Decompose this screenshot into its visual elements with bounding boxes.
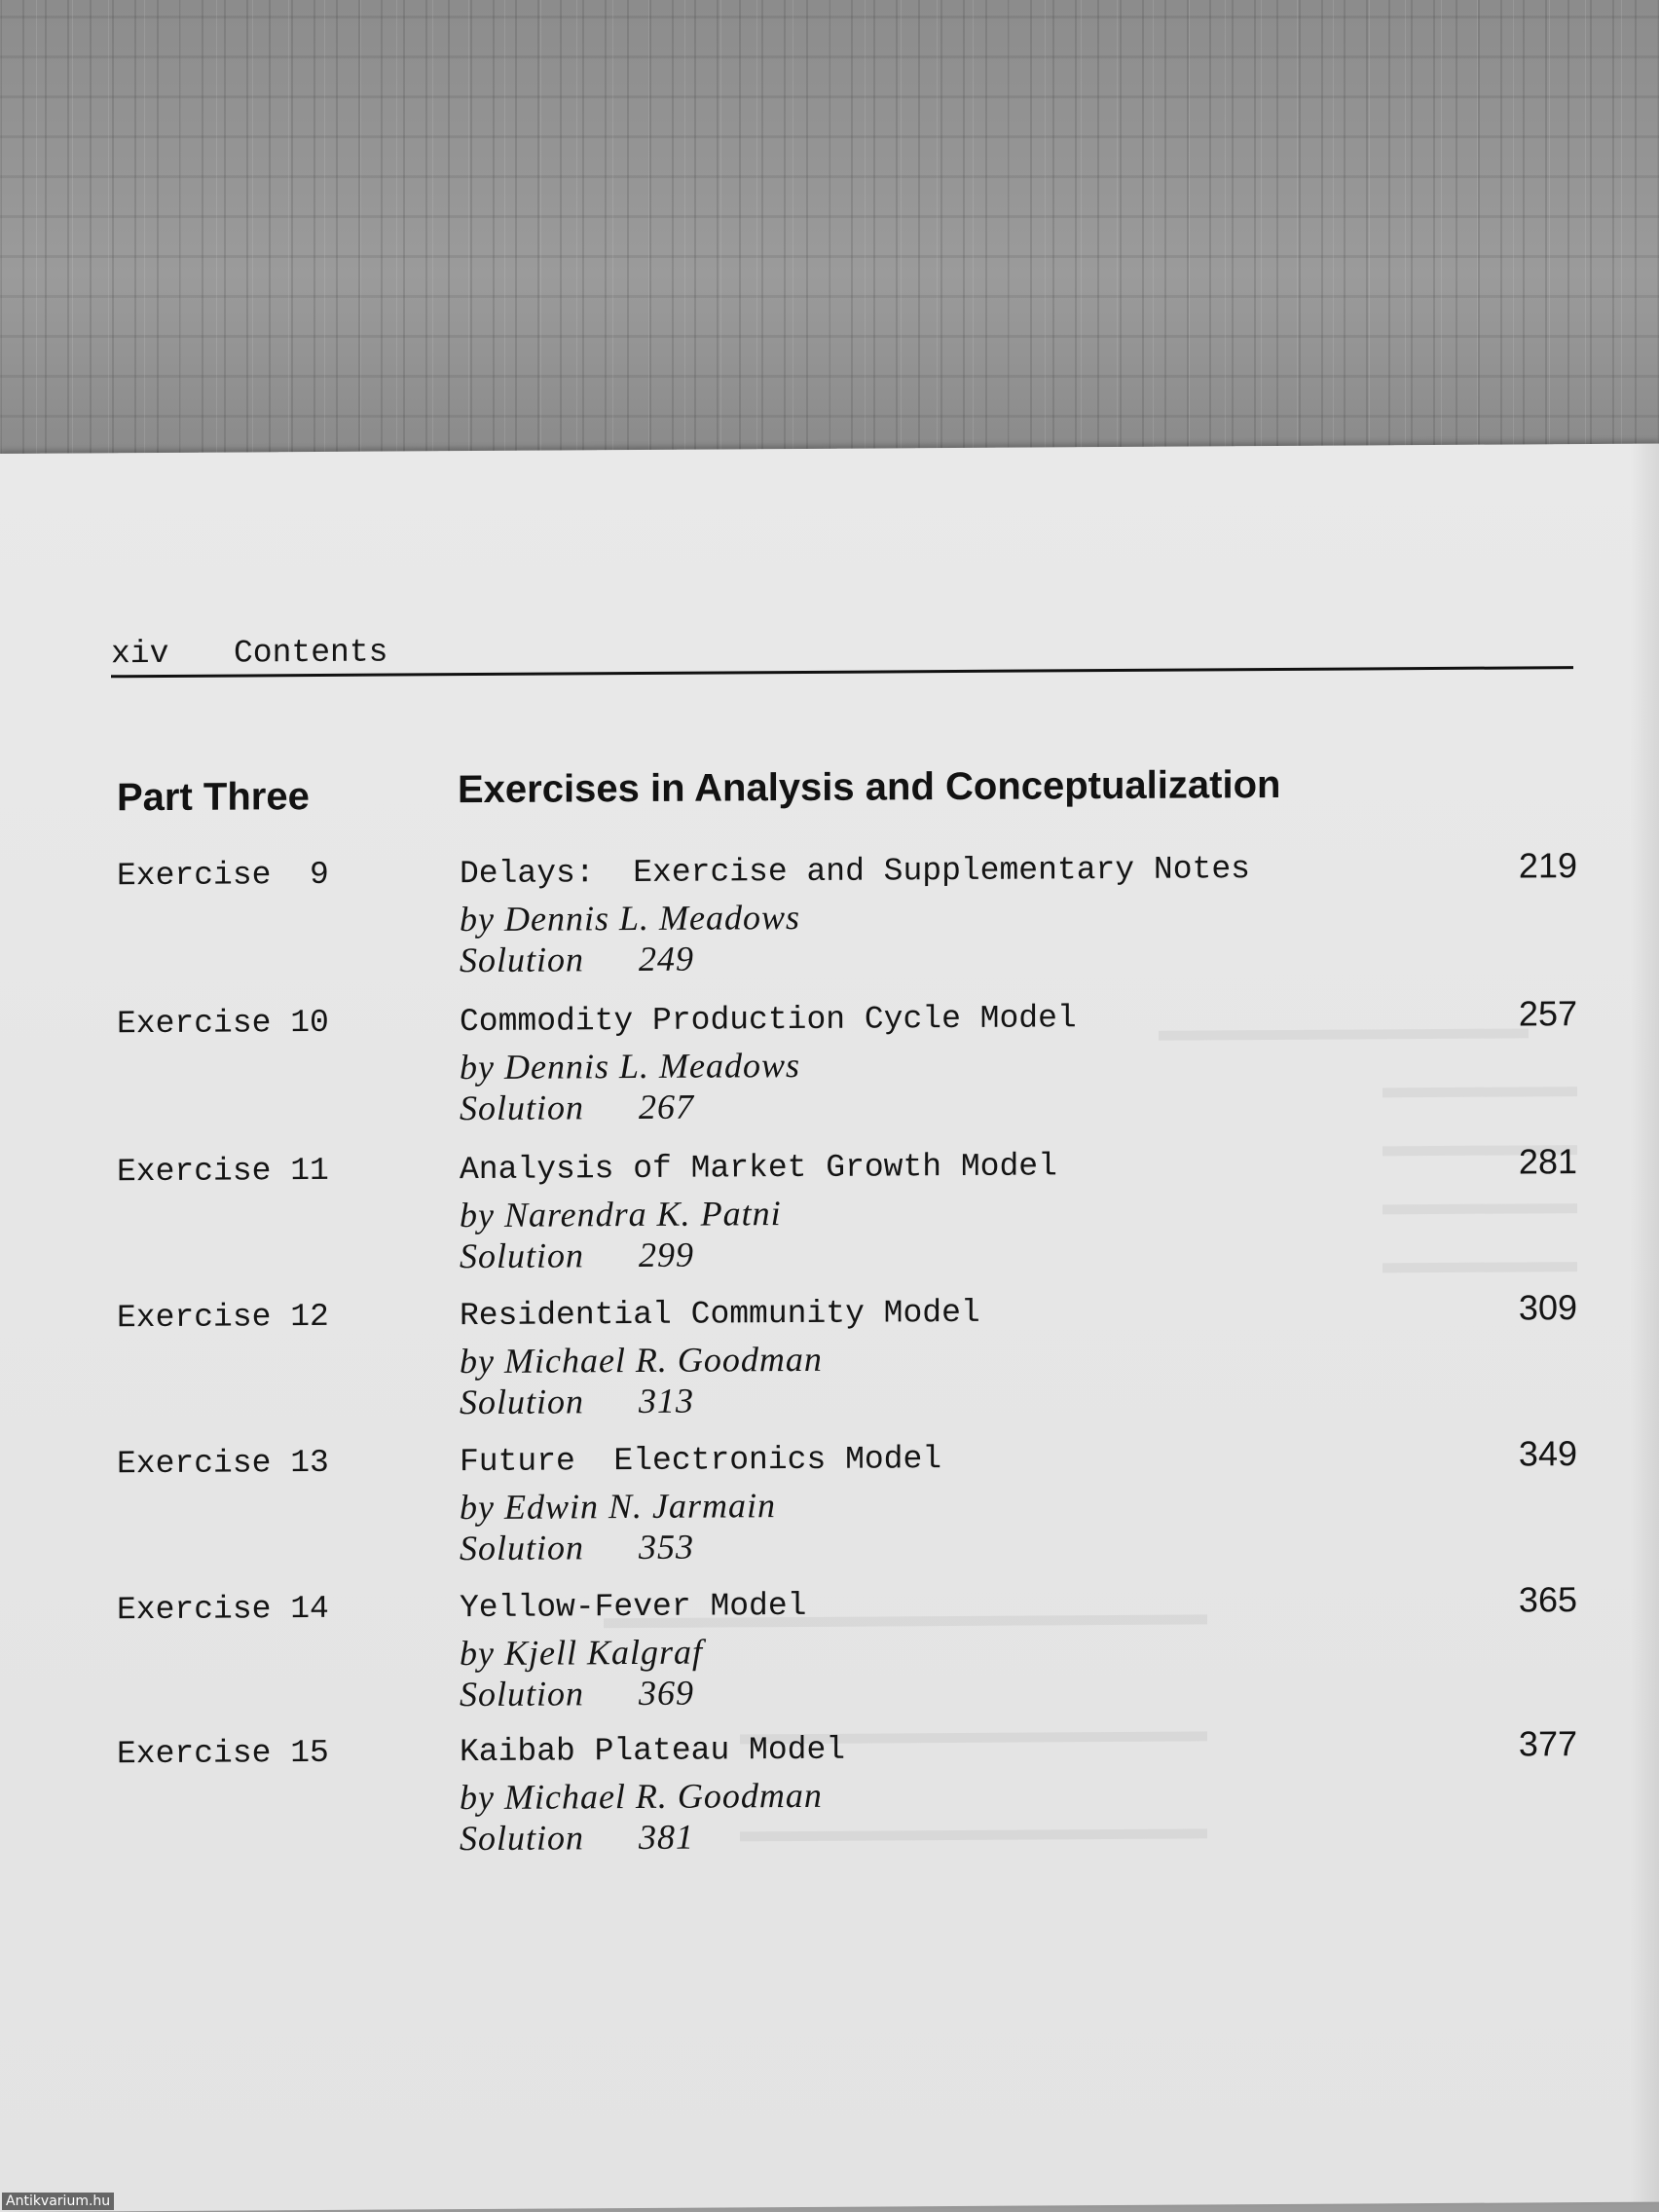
solution-label: Solution xyxy=(460,1382,585,1422)
entry-solution xyxy=(460,1817,694,1859)
entry-author: by Michael R. Goodman xyxy=(460,1339,823,1382)
solution-page: 381 xyxy=(639,1817,695,1857)
entry-title: Future Electronics Model xyxy=(460,1441,942,1481)
solution-page: 353 xyxy=(639,1527,695,1567)
fabric-background xyxy=(0,0,1659,458)
entry-author: by Narendra K. Patni xyxy=(460,1194,782,1235)
exercise-label: Exercise 12 xyxy=(117,1298,329,1337)
entry-title: Commodity Production Cycle Model xyxy=(460,1000,1077,1041)
part-label: Part Three xyxy=(117,775,310,820)
page-folio: xiv xyxy=(111,635,169,673)
page-header xyxy=(111,627,1573,678)
toc-entry xyxy=(117,1141,1577,1290)
exercise-label: Exercise 9 xyxy=(117,856,329,895)
exercise-label: Exercise 10 xyxy=(117,1004,329,1043)
solution-label: Solution xyxy=(460,1088,585,1128)
solution-page: 369 xyxy=(639,1673,695,1713)
entry-page-number: 349 xyxy=(1518,1433,1577,1474)
running-title: Contents xyxy=(234,634,388,672)
entry-title: Kaibab Plateau Model xyxy=(460,1731,846,1771)
entry-page-number: 309 xyxy=(1518,1287,1577,1328)
entry-author: by Dennis L. Meadows xyxy=(460,897,800,940)
toc-entry xyxy=(117,1579,1577,1728)
entry-page-number: 281 xyxy=(1518,1141,1577,1182)
entry-page-number: 219 xyxy=(1518,845,1577,886)
toc-entry xyxy=(117,1287,1577,1436)
entry-solution xyxy=(460,1527,694,1568)
book-page xyxy=(0,444,1659,2212)
entry-title: Analysis of Market Growth Model xyxy=(460,1148,1057,1189)
entry-page-number: 365 xyxy=(1518,1579,1577,1620)
entry-author: by Michael R. Goodman xyxy=(460,1775,823,1818)
entry-author: by Dennis L. Meadows xyxy=(460,1045,800,1088)
entry-author: by Edwin N. Jarmain xyxy=(460,1486,776,1528)
exercise-label: Exercise 14 xyxy=(117,1590,329,1629)
solution-label: Solution xyxy=(460,1528,585,1568)
site-watermark: Antikvarium.hu xyxy=(2,2193,114,2210)
entry-solution xyxy=(460,939,694,980)
exercise-label: Exercise 11 xyxy=(117,1152,329,1191)
entry-title: Yellow-Fever Model xyxy=(460,1587,807,1627)
entry-page-number: 257 xyxy=(1518,993,1577,1034)
page-edge-shadow xyxy=(1630,444,1659,2202)
entry-title: Residential Community Model xyxy=(460,1294,980,1335)
solution-label: Solution xyxy=(460,1818,585,1859)
part-title: Exercises in Analysis and Conceptualization xyxy=(458,762,1281,812)
exercise-label: Exercise 15 xyxy=(117,1734,329,1773)
solution-page: 299 xyxy=(639,1235,695,1274)
exercise-label: Exercise 13 xyxy=(117,1444,329,1483)
entry-title: Delays: Exercise and Supplementary Notes xyxy=(460,851,1250,893)
entry-solution xyxy=(460,1381,694,1422)
entry-solution xyxy=(460,1673,694,1714)
entry-page-number: 377 xyxy=(1518,1723,1577,1764)
toc-entry xyxy=(117,845,1577,994)
toc-entry xyxy=(117,1433,1577,1582)
solution-label: Solution xyxy=(460,1674,585,1714)
entry-author: by Kjell Kalgraf xyxy=(460,1632,703,1674)
solution-page: 267 xyxy=(639,1087,695,1126)
entry-solution xyxy=(460,1235,694,1276)
toc-entry xyxy=(117,993,1577,1142)
toc-entry xyxy=(117,1723,1577,1872)
entry-solution xyxy=(460,1087,694,1128)
solution-label: Solution xyxy=(460,940,585,980)
solution-page: 249 xyxy=(639,939,695,978)
solution-label: Solution xyxy=(460,1235,585,1276)
solution-page: 313 xyxy=(639,1381,695,1420)
